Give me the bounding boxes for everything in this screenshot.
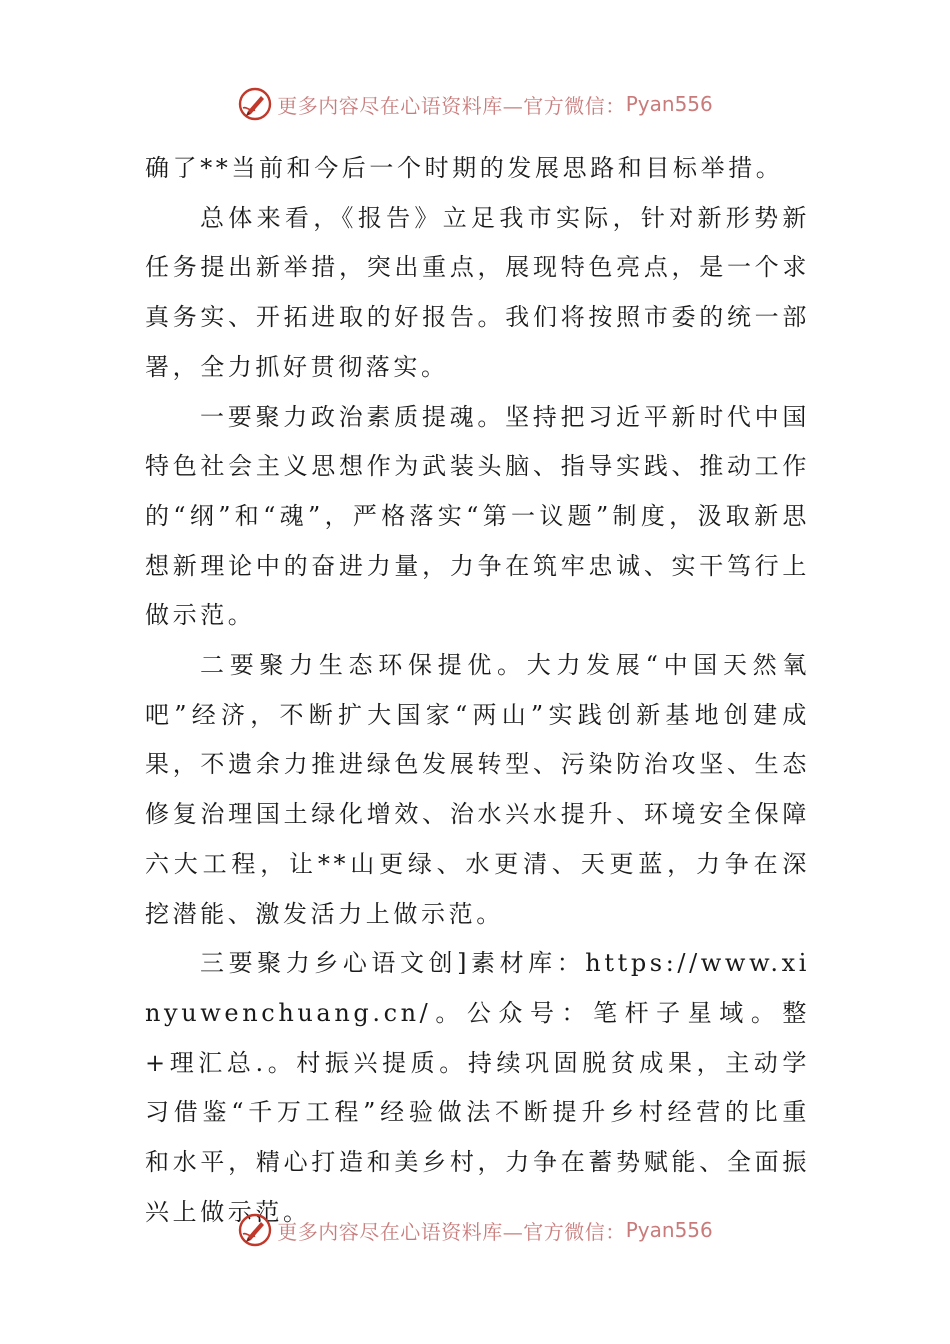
pen-circle-icon [237,86,273,122]
banner-text: 更多内容尽在心语资料库—官方微信： [277,1219,626,1244]
paragraph-1: 确了**当前和今后一个时期的发展思路和目标举措。 [145,154,784,182]
wechat-id: Pyan556 [625,92,713,116]
banner-text: 更多内容尽在心语资料库—官方微信： [277,93,626,118]
paragraph-4: 二要聚力生态环保提优。大力发展“中国天然氧吧”经济，不断扩大国家“两山”实践创新基地创建成果，不遗余力推进绿色发展转型、污染防治攻坚、生态修复治理国土绿化增效、治水兴水提升、环境安全保障六大工程，让**山更绿、水更清、天更蓝，力争在深挖潜能、激发活力上做示范。 [145,651,810,928]
paragraph-5: 三要聚力乡心语文创]素材库：https://www.xinyuwenchuang.cn/。公众号：笔杆子星域。整+理汇总.。村振兴提质。持续巩固脱贫成果，主动学习借鉴“千万工程”经验做法不断提升乡村经营的比重和水平，精心打造和美乡村，力争在蓄势赋能、全面振兴上做示范。 [145,949,810,1226]
paragraph-3: 一要聚力政治素质提魂。坚持把习近平新时代中国特色社会主义思想作为武装头脑、指导实践、推动工作的“纲”和“魂”，严格落实“第一议题”制度，汲取新思想新理论中的奋进力量，力争在筑牢忠诚、实干笃行上做示范。 [145,402,810,630]
wechat-id: Pyan556 [625,1218,713,1242]
document-body [145,144,810,1237]
paragraph-2: 总体来看，《报告》立足我市实际，针对新形势新任务提出新举措，突出重点，展现特色亮点，是一个求真务实、开拓进取的好报告。我们将按照市委的统一部署，全力抓好贯彻落实。 [145,203,810,381]
pen-circle-icon [237,1212,273,1248]
header-banner [0,84,950,124]
footer-banner [0,1210,950,1250]
